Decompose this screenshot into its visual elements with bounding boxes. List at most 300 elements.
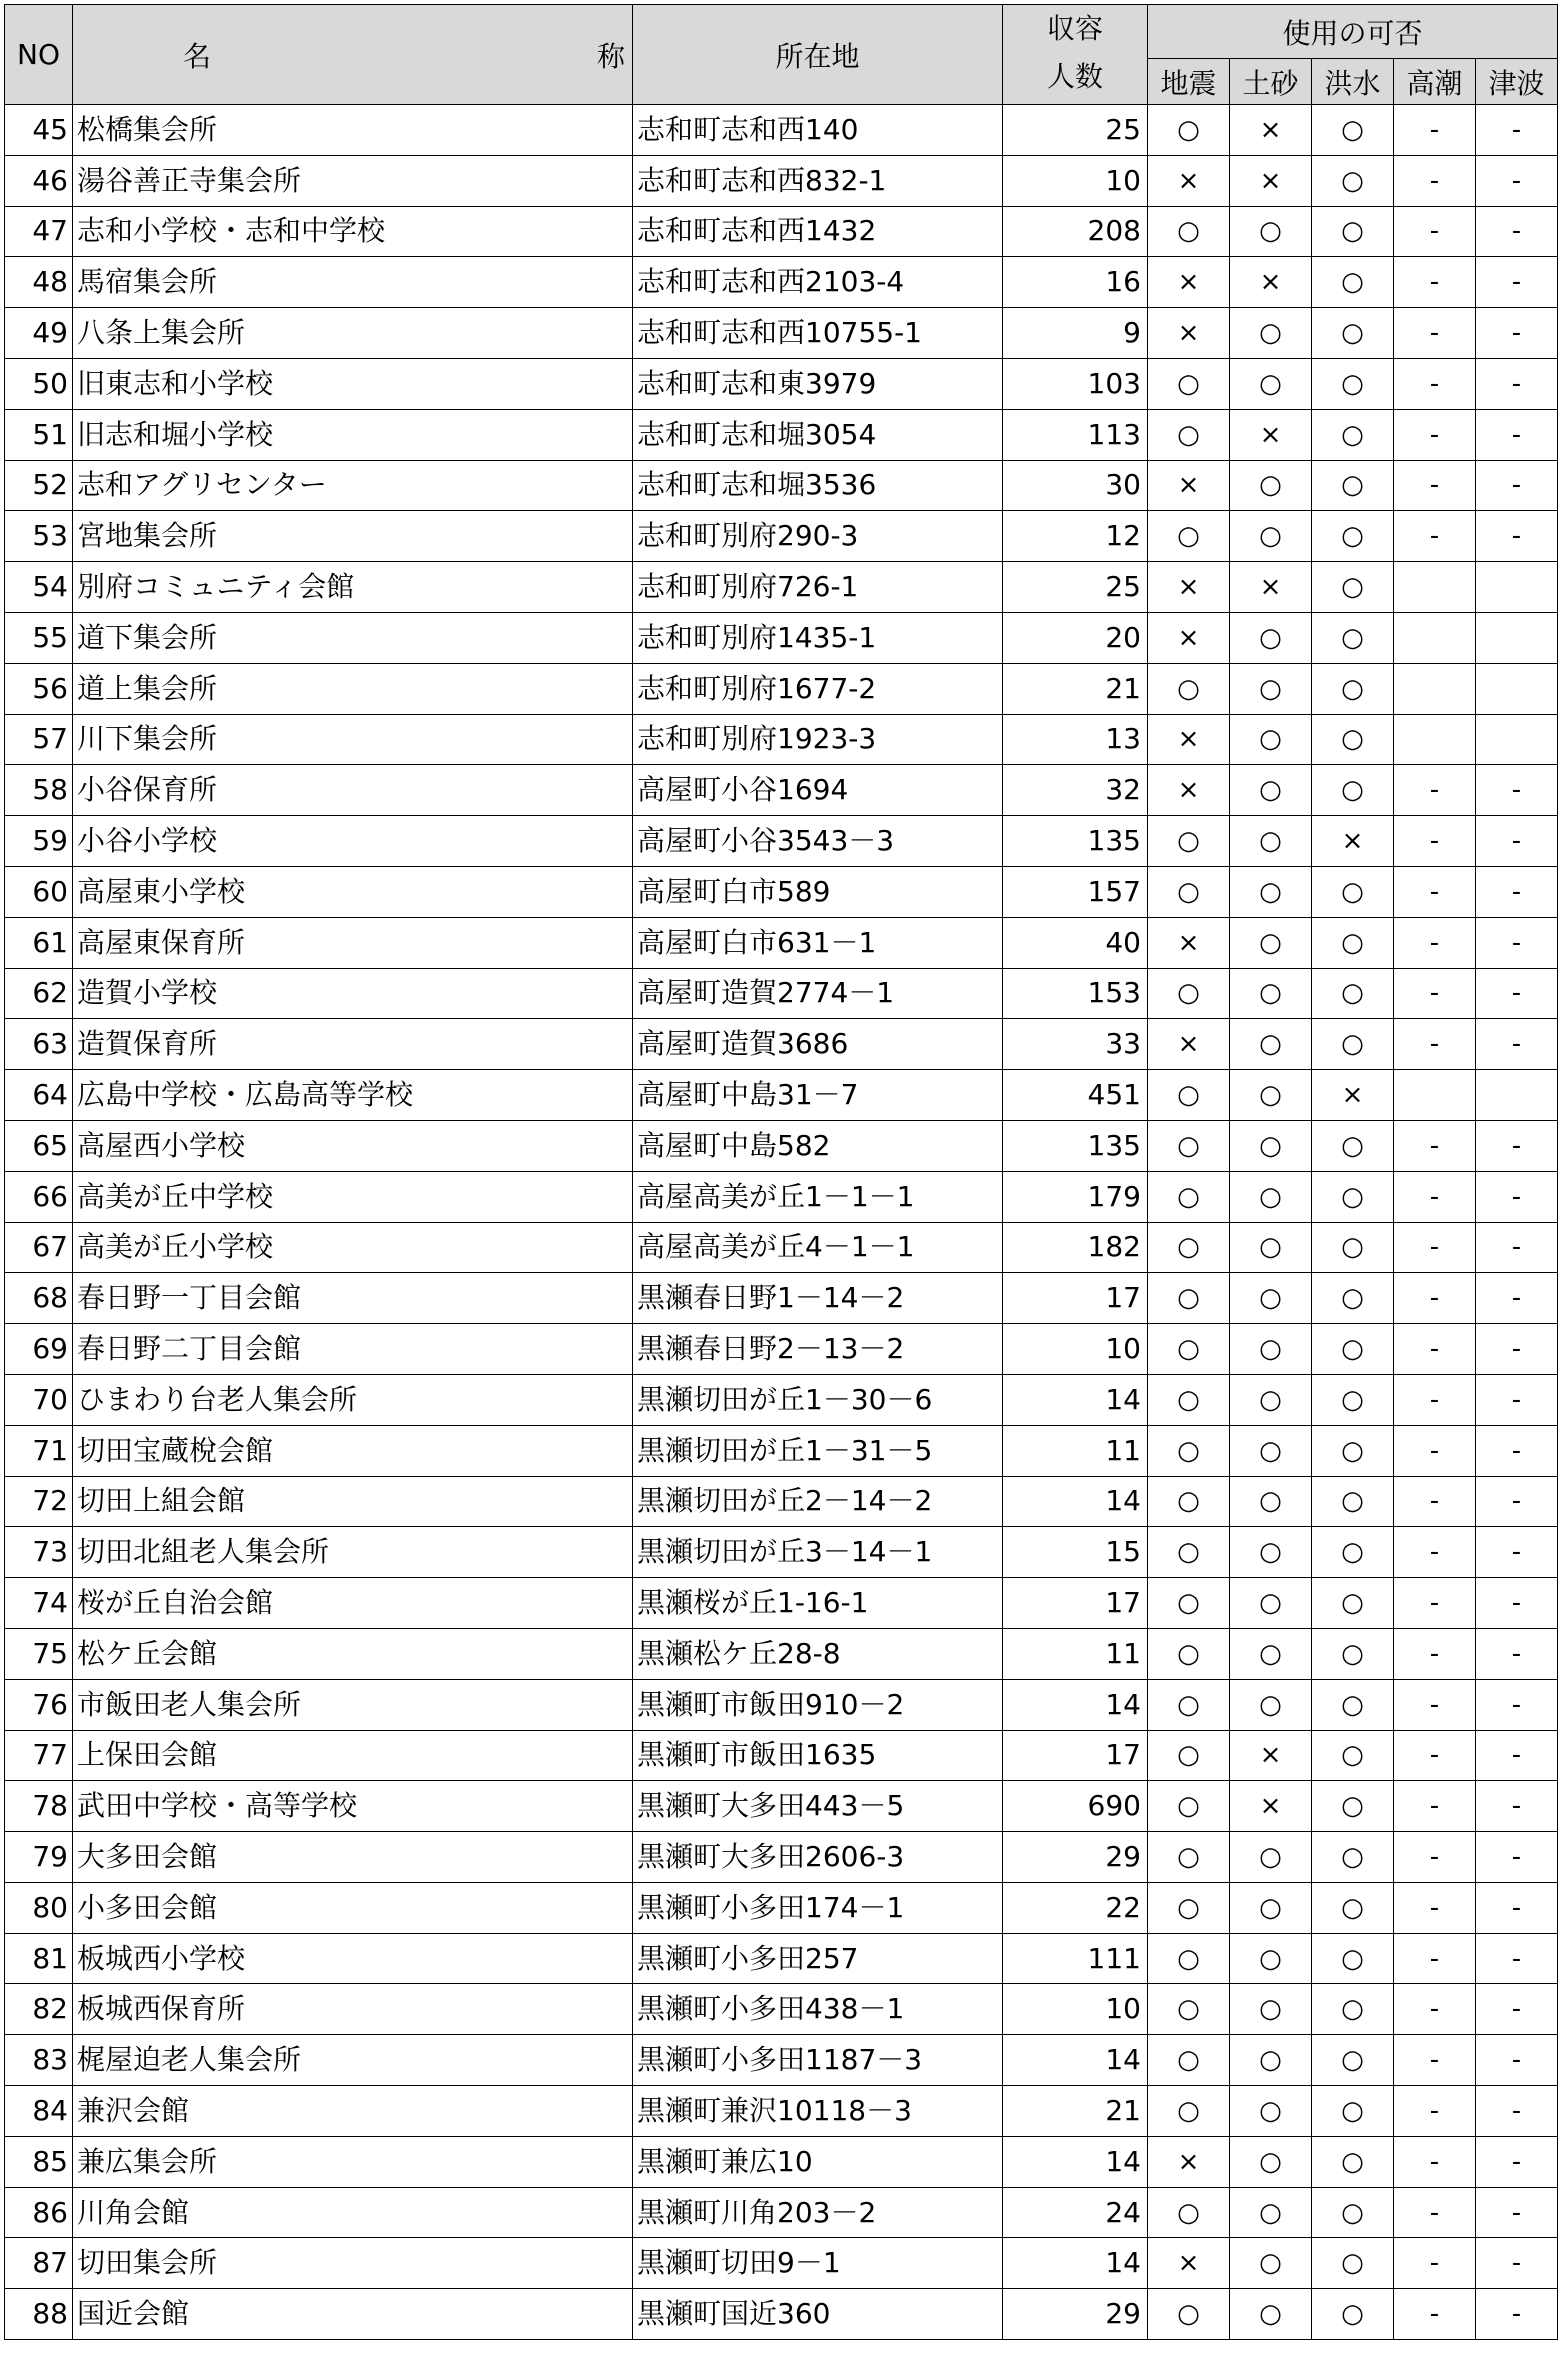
row-mark-storm-surge: - [1394, 1324, 1476, 1375]
row-address: 志和町志和西1432 [633, 206, 1003, 257]
row-mark-storm-surge: - [1394, 1679, 1476, 1730]
table-row [5, 1425, 1558, 1476]
row-no: 80 [5, 1882, 73, 1933]
row-name: 切田北組老人集会所 [73, 1527, 633, 1578]
row-no: 66 [5, 1171, 73, 1222]
row-address: 高屋町造賀3686 [633, 1019, 1003, 1070]
row-mark-tsunami: - [1476, 460, 1558, 511]
shelter-table [4, 4, 1558, 2340]
row-mark-earthquake: ○ [1148, 1222, 1230, 1273]
row-mark-landslide: ○ [1230, 714, 1312, 765]
row-address: 志和町志和堀3054 [633, 409, 1003, 460]
row-capacity: 14 [1003, 2136, 1148, 2187]
row-address: 黒瀬桜が丘1-16-1 [633, 1578, 1003, 1629]
row-mark-flood: ○ [1312, 1730, 1394, 1781]
row-mark-tsunami: - [1476, 1222, 1558, 1273]
row-name: 道上集会所 [73, 663, 633, 714]
row-mark-landslide: ○ [1230, 206, 1312, 257]
table-row [5, 460, 1558, 511]
row-name: 宮地集会所 [73, 511, 633, 562]
row-name: 高美が丘小学校 [73, 1222, 633, 1273]
row-no: 58 [5, 765, 73, 816]
row-address: 黒瀬町小多田257 [633, 1933, 1003, 1984]
row-mark-landslide: ○ [1230, 1324, 1312, 1375]
row-no: 77 [5, 1730, 73, 1781]
row-capacity: 135 [1003, 1120, 1148, 1171]
row-mark-storm-surge: - [1394, 206, 1476, 257]
row-mark-storm-surge: - [1394, 358, 1476, 409]
row-mark-flood: ○ [1312, 714, 1394, 765]
row-mark-earthquake: ○ [1148, 2187, 1230, 2238]
row-capacity: 14 [1003, 2238, 1148, 2289]
row-no: 72 [5, 1476, 73, 1527]
row-mark-flood: ○ [1312, 1222, 1394, 1273]
row-capacity: 135 [1003, 816, 1148, 867]
row-mark-earthquake: ○ [1148, 2086, 1230, 2137]
row-mark-tsunami: - [1476, 1527, 1558, 1578]
row-mark-tsunami: - [1476, 917, 1558, 968]
row-mark-flood: ○ [1312, 2136, 1394, 2187]
row-no: 84 [5, 2086, 73, 2137]
row-mark-landslide: ○ [1230, 1832, 1312, 1883]
row-mark-flood: ○ [1312, 1679, 1394, 1730]
row-mark-storm-surge: - [1394, 1933, 1476, 1984]
row-no: 62 [5, 968, 73, 1019]
table-row [5, 1984, 1558, 2035]
row-mark-earthquake: ○ [1148, 1273, 1230, 1324]
row-address: 高屋町小谷1694 [633, 765, 1003, 816]
row-mark-tsunami: - [1476, 1882, 1558, 1933]
row-mark-earthquake: × [1148, 1019, 1230, 1070]
row-mark-landslide: ○ [1230, 1679, 1312, 1730]
row-mark-earthquake: ○ [1148, 866, 1230, 917]
row-mark-storm-surge: - [1394, 308, 1476, 359]
row-mark-earthquake: ○ [1148, 2289, 1230, 2340]
row-no: 59 [5, 816, 73, 867]
row-mark-tsunami [1476, 562, 1558, 613]
row-mark-tsunami [1476, 714, 1558, 765]
row-capacity: 11 [1003, 1425, 1148, 1476]
row-mark-earthquake: ○ [1148, 1425, 1230, 1476]
row-mark-earthquake: ○ [1148, 1120, 1230, 1171]
row-name: 桜が丘自治会館 [73, 1578, 633, 1629]
row-mark-storm-surge [1394, 612, 1476, 663]
row-mark-storm-surge: - [1394, 968, 1476, 1019]
row-no: 85 [5, 2136, 73, 2187]
row-capacity: 30 [1003, 460, 1148, 511]
row-capacity: 12 [1003, 511, 1148, 562]
row-mark-flood: ○ [1312, 1578, 1394, 1629]
header-hazard-flood: 洪水 [1312, 59, 1394, 105]
row-mark-storm-surge: - [1394, 460, 1476, 511]
row-mark-tsunami: - [1476, 308, 1558, 359]
row-mark-earthquake: ○ [1148, 1832, 1230, 1883]
row-no: 57 [5, 714, 73, 765]
shelter-table-sheet [4, 4, 1557, 2353]
table-row [5, 917, 1558, 968]
row-mark-flood: ○ [1312, 358, 1394, 409]
table-row [5, 358, 1558, 409]
row-name: 小多田会館 [73, 1882, 633, 1933]
row-no: 83 [5, 2035, 73, 2086]
row-name: ひまわり台老人集会所 [73, 1374, 633, 1425]
row-capacity: 103 [1003, 358, 1148, 409]
header-capacity-line1: 収容 [1046, 12, 1103, 45]
row-mark-flood: ○ [1312, 2238, 1394, 2289]
row-capacity: 11 [1003, 1628, 1148, 1679]
header-name [73, 5, 736, 105]
row-mark-flood: ○ [1312, 917, 1394, 968]
row-mark-earthquake: ○ [1148, 1730, 1230, 1781]
row-capacity: 153 [1003, 968, 1148, 1019]
row-mark-landslide: ○ [1230, 2187, 1312, 2238]
row-address: 黒瀬町小多田1187－3 [633, 2035, 1003, 2086]
row-mark-storm-surge: - [1394, 2035, 1476, 2086]
row-mark-landslide: ○ [1230, 1882, 1312, 1933]
row-address: 志和町志和東3979 [633, 358, 1003, 409]
row-no: 65 [5, 1120, 73, 1171]
row-mark-flood: ○ [1312, 2035, 1394, 2086]
table-row [5, 663, 1558, 714]
row-address: 黒瀬町大多田443－5 [633, 1781, 1003, 1832]
row-address: 黒瀬町市飯田910－2 [633, 1679, 1003, 1730]
row-mark-storm-surge: - [1394, 257, 1476, 308]
row-no: 79 [5, 1832, 73, 1883]
row-mark-flood: ○ [1312, 1171, 1394, 1222]
row-mark-landslide: ○ [1230, 816, 1312, 867]
row-mark-storm-surge: - [1394, 2086, 1476, 2137]
row-no: 68 [5, 1273, 73, 1324]
row-mark-earthquake: ○ [1148, 1070, 1230, 1121]
row-no: 48 [5, 257, 73, 308]
table-body [5, 105, 1558, 2340]
row-mark-storm-surge: - [1394, 1578, 1476, 1629]
row-mark-landslide: × [1230, 1730, 1312, 1781]
row-address: 黒瀬町兼沢10118－3 [633, 2086, 1003, 2137]
row-mark-tsunami: - [1476, 1374, 1558, 1425]
row-no: 61 [5, 917, 73, 968]
row-address: 志和町別府290-3 [633, 511, 1003, 562]
row-mark-earthquake: × [1148, 2238, 1230, 2289]
row-mark-landslide: ○ [1230, 765, 1312, 816]
row-mark-storm-surge: - [1394, 1730, 1476, 1781]
row-mark-tsunami: - [1476, 1984, 1558, 2035]
row-mark-landslide: ○ [1230, 1019, 1312, 1070]
row-name: 湯谷善正寺集会所 [73, 155, 633, 206]
row-mark-tsunami: - [1476, 1679, 1558, 1730]
table-row [5, 511, 1558, 562]
row-mark-flood: ○ [1312, 1019, 1394, 1070]
row-name: 上保田会館 [73, 1730, 633, 1781]
row-name: 板城西小学校 [73, 1933, 633, 1984]
row-no: 70 [5, 1374, 73, 1425]
row-mark-landslide: ○ [1230, 2086, 1312, 2137]
row-mark-earthquake: ○ [1148, 1527, 1230, 1578]
row-mark-landslide: ○ [1230, 2035, 1312, 2086]
row-mark-landslide: ○ [1230, 866, 1312, 917]
table-row [5, 2086, 1558, 2137]
row-name: 春日野一丁目会館 [73, 1273, 633, 1324]
row-mark-storm-surge: - [1394, 155, 1476, 206]
table-row [5, 765, 1558, 816]
table-row [5, 1730, 1558, 1781]
row-mark-landslide: ○ [1230, 1933, 1312, 1984]
row-mark-tsunami [1476, 612, 1558, 663]
row-mark-tsunami: - [1476, 2187, 1558, 2238]
table-row [5, 2035, 1558, 2086]
row-address: 志和町志和堀3536 [633, 460, 1003, 511]
header-hazard-storm-surge: 高潮 [1394, 59, 1476, 105]
row-capacity: 451 [1003, 1070, 1148, 1121]
row-no: 74 [5, 1578, 73, 1629]
row-mark-earthquake: ○ [1148, 1324, 1230, 1375]
row-mark-earthquake: × [1148, 765, 1230, 816]
row-capacity: 111 [1003, 1933, 1148, 1984]
row-no: 78 [5, 1781, 73, 1832]
row-mark-storm-surge: - [1394, 511, 1476, 562]
row-no: 87 [5, 2238, 73, 2289]
row-mark-tsunami: - [1476, 155, 1558, 206]
row-no: 63 [5, 1019, 73, 1070]
row-mark-storm-surge [1394, 714, 1476, 765]
row-mark-tsunami: - [1476, 2035, 1558, 2086]
row-mark-landslide: × [1230, 257, 1312, 308]
row-address: 黒瀬春日野2－13－2 [633, 1324, 1003, 1375]
row-mark-flood: ○ [1312, 1628, 1394, 1679]
row-mark-tsunami: - [1476, 1730, 1558, 1781]
header-capacity-line2: 人数 [1046, 60, 1103, 93]
row-mark-tsunami: - [1476, 2289, 1558, 2340]
row-mark-earthquake: × [1148, 612, 1230, 663]
row-capacity: 22 [1003, 1882, 1148, 1933]
row-capacity: 33 [1003, 1019, 1148, 1070]
row-address: 黒瀬町国近360 [633, 2289, 1003, 2340]
row-mark-storm-surge: - [1394, 1628, 1476, 1679]
row-mark-storm-surge: - [1394, 1273, 1476, 1324]
row-mark-landslide: ○ [1230, 1273, 1312, 1324]
row-address: 志和町志和西832-1 [633, 155, 1003, 206]
row-mark-earthquake: ○ [1148, 968, 1230, 1019]
row-address: 黒瀬町切田9－1 [633, 2238, 1003, 2289]
header-hazard-tsunami: 津波 [1476, 59, 1558, 105]
row-capacity: 14 [1003, 1374, 1148, 1425]
row-mark-flood: ○ [1312, 612, 1394, 663]
header-usability: 使用の可否 [1148, 5, 1558, 59]
row-mark-tsunami: - [1476, 2136, 1558, 2187]
row-capacity: 14 [1003, 1679, 1148, 1730]
row-mark-earthquake: × [1148, 2136, 1230, 2187]
row-mark-tsunami: - [1476, 1628, 1558, 1679]
row-mark-landslide: ○ [1230, 2136, 1312, 2187]
table-row [5, 1070, 1558, 1121]
row-mark-flood: ○ [1312, 409, 1394, 460]
table-row [5, 206, 1558, 257]
row-mark-earthquake: × [1148, 308, 1230, 359]
header-no: NO [5, 5, 73, 105]
row-no: 71 [5, 1425, 73, 1476]
row-mark-landslide: ○ [1230, 1984, 1312, 2035]
row-no: 51 [5, 409, 73, 460]
row-address: 志和町別府1923-3 [633, 714, 1003, 765]
row-mark-landslide: ○ [1230, 1578, 1312, 1629]
row-no: 75 [5, 1628, 73, 1679]
row-mark-storm-surge: - [1394, 1171, 1476, 1222]
row-mark-earthquake: ○ [1148, 1171, 1230, 1222]
row-capacity: 20 [1003, 612, 1148, 663]
row-no: 86 [5, 2187, 73, 2238]
row-mark-storm-surge: - [1394, 1120, 1476, 1171]
row-name: 小谷保育所 [73, 765, 633, 816]
table-row [5, 1628, 1558, 1679]
row-mark-storm-surge: - [1394, 2289, 1476, 2340]
row-mark-flood: ○ [1312, 1476, 1394, 1527]
table-row [5, 1832, 1558, 1883]
row-mark-earthquake: ○ [1148, 1374, 1230, 1425]
row-mark-storm-surge: - [1394, 1882, 1476, 1933]
row-address: 黒瀬町小多田174－1 [633, 1882, 1003, 1933]
row-mark-tsunami: - [1476, 358, 1558, 409]
row-mark-tsunami: - [1476, 1120, 1558, 1171]
row-mark-storm-surge: - [1394, 1527, 1476, 1578]
row-mark-flood: ○ [1312, 511, 1394, 562]
row-mark-landslide: ○ [1230, 917, 1312, 968]
row-address: 高屋町中島582 [633, 1120, 1003, 1171]
row-name: 松橋集会所 [73, 105, 633, 156]
row-mark-storm-surge: - [1394, 1476, 1476, 1527]
row-mark-flood: ○ [1312, 765, 1394, 816]
table-row [5, 968, 1558, 1019]
row-no: 81 [5, 1933, 73, 1984]
row-no: 54 [5, 562, 73, 613]
row-capacity: 24 [1003, 2187, 1148, 2238]
row-address: 黒瀬松ケ丘28-8 [633, 1628, 1003, 1679]
table-row [5, 105, 1558, 156]
table-row [5, 1222, 1558, 1273]
row-mark-landslide: × [1230, 409, 1312, 460]
row-no: 60 [5, 866, 73, 917]
row-mark-tsunami: - [1476, 1578, 1558, 1629]
row-name: 高美が丘中学校 [73, 1171, 633, 1222]
row-address: 志和町別府1677-2 [633, 663, 1003, 714]
row-mark-earthquake: ○ [1148, 1578, 1230, 1629]
row-mark-flood: ○ [1312, 1832, 1394, 1883]
row-mark-tsunami: - [1476, 1171, 1558, 1222]
row-capacity: 21 [1003, 2086, 1148, 2137]
row-capacity: 25 [1003, 562, 1148, 613]
row-name: 小谷小学校 [73, 816, 633, 867]
row-name: 春日野二丁目会館 [73, 1324, 633, 1375]
row-mark-earthquake: ○ [1148, 206, 1230, 257]
row-capacity: 29 [1003, 2289, 1148, 2340]
row-capacity: 32 [1003, 765, 1148, 816]
row-mark-earthquake: × [1148, 917, 1230, 968]
row-mark-earthquake: ○ [1148, 511, 1230, 562]
row-capacity: 157 [1003, 866, 1148, 917]
row-mark-flood: ○ [1312, 105, 1394, 156]
row-mark-tsunami: - [1476, 1933, 1558, 1984]
row-capacity: 16 [1003, 257, 1148, 308]
table-row [5, 2289, 1558, 2340]
row-mark-storm-surge: - [1394, 1222, 1476, 1273]
row-mark-tsunami: - [1476, 409, 1558, 460]
table-row [5, 1476, 1558, 1527]
header-hazard-earthquake: 地震 [1148, 59, 1230, 105]
row-address: 黒瀬切田が丘1－30－6 [633, 1374, 1003, 1425]
row-name: 松ケ丘会館 [73, 1628, 633, 1679]
row-mark-landslide: ○ [1230, 358, 1312, 409]
row-mark-landslide: ○ [1230, 1070, 1312, 1121]
header-address: 所在地 [633, 5, 1003, 105]
row-mark-landslide: ○ [1230, 460, 1312, 511]
row-capacity: 690 [1003, 1781, 1148, 1832]
row-mark-storm-surge: - [1394, 866, 1476, 917]
row-mark-storm-surge: - [1394, 765, 1476, 816]
row-address: 高屋町白市631－1 [633, 917, 1003, 968]
row-mark-landslide: ○ [1230, 1120, 1312, 1171]
row-name: 川下集会所 [73, 714, 633, 765]
row-capacity: 179 [1003, 1171, 1148, 1222]
row-capacity: 14 [1003, 1476, 1148, 1527]
row-mark-storm-surge: - [1394, 917, 1476, 968]
row-name: 志和アグリセンター [73, 460, 633, 511]
table-row [5, 1273, 1558, 1324]
row-no: 69 [5, 1324, 73, 1375]
row-capacity: 40 [1003, 917, 1148, 968]
row-mark-landslide: ○ [1230, 1171, 1312, 1222]
row-no: 45 [5, 105, 73, 156]
row-mark-earthquake: ○ [1148, 358, 1230, 409]
table-row [5, 1933, 1558, 1984]
row-mark-landslide: × [1230, 1781, 1312, 1832]
row-mark-earthquake: × [1148, 714, 1230, 765]
row-mark-storm-surge: - [1394, 1374, 1476, 1425]
row-mark-flood: ○ [1312, 460, 1394, 511]
row-capacity: 208 [1003, 206, 1148, 257]
row-mark-earthquake: ○ [1148, 1476, 1230, 1527]
row-mark-flood: × [1312, 1070, 1394, 1121]
row-name: 武田中学校・高等学校 [73, 1781, 633, 1832]
table-row [5, 1578, 1558, 1629]
row-name: 八条上集会所 [73, 308, 633, 359]
row-mark-storm-surge: - [1394, 409, 1476, 460]
row-capacity: 15 [1003, 1527, 1148, 1578]
row-mark-flood: ○ [1312, 866, 1394, 917]
row-mark-flood: × [1312, 816, 1394, 867]
table-row [5, 612, 1558, 663]
row-name: 高屋東小学校 [73, 866, 633, 917]
row-mark-earthquake: ○ [1148, 409, 1230, 460]
row-mark-flood: ○ [1312, 257, 1394, 308]
row-address: 高屋高美が丘1－1－1 [633, 1171, 1003, 1222]
row-address: 黒瀬町大多田2606-3 [633, 1832, 1003, 1883]
row-mark-storm-surge: - [1394, 1019, 1476, 1070]
row-no: 53 [5, 511, 73, 562]
row-mark-earthquake: × [1148, 257, 1230, 308]
row-mark-flood: ○ [1312, 1374, 1394, 1425]
row-mark-earthquake: ○ [1148, 1933, 1230, 1984]
table-row [5, 1527, 1558, 1578]
row-mark-earthquake: ○ [1148, 1679, 1230, 1730]
row-mark-storm-surge: - [1394, 1781, 1476, 1832]
row-address: 高屋町中島31－7 [633, 1070, 1003, 1121]
row-name: 切田宝蔵梲会館 [73, 1425, 633, 1476]
row-address: 黒瀬切田が丘2－14－2 [633, 1476, 1003, 1527]
row-address: 黒瀬春日野1－14－2 [633, 1273, 1003, 1324]
row-no: 55 [5, 612, 73, 663]
row-mark-earthquake: × [1148, 460, 1230, 511]
row-mark-flood: ○ [1312, 1781, 1394, 1832]
row-capacity: 17 [1003, 1578, 1148, 1629]
